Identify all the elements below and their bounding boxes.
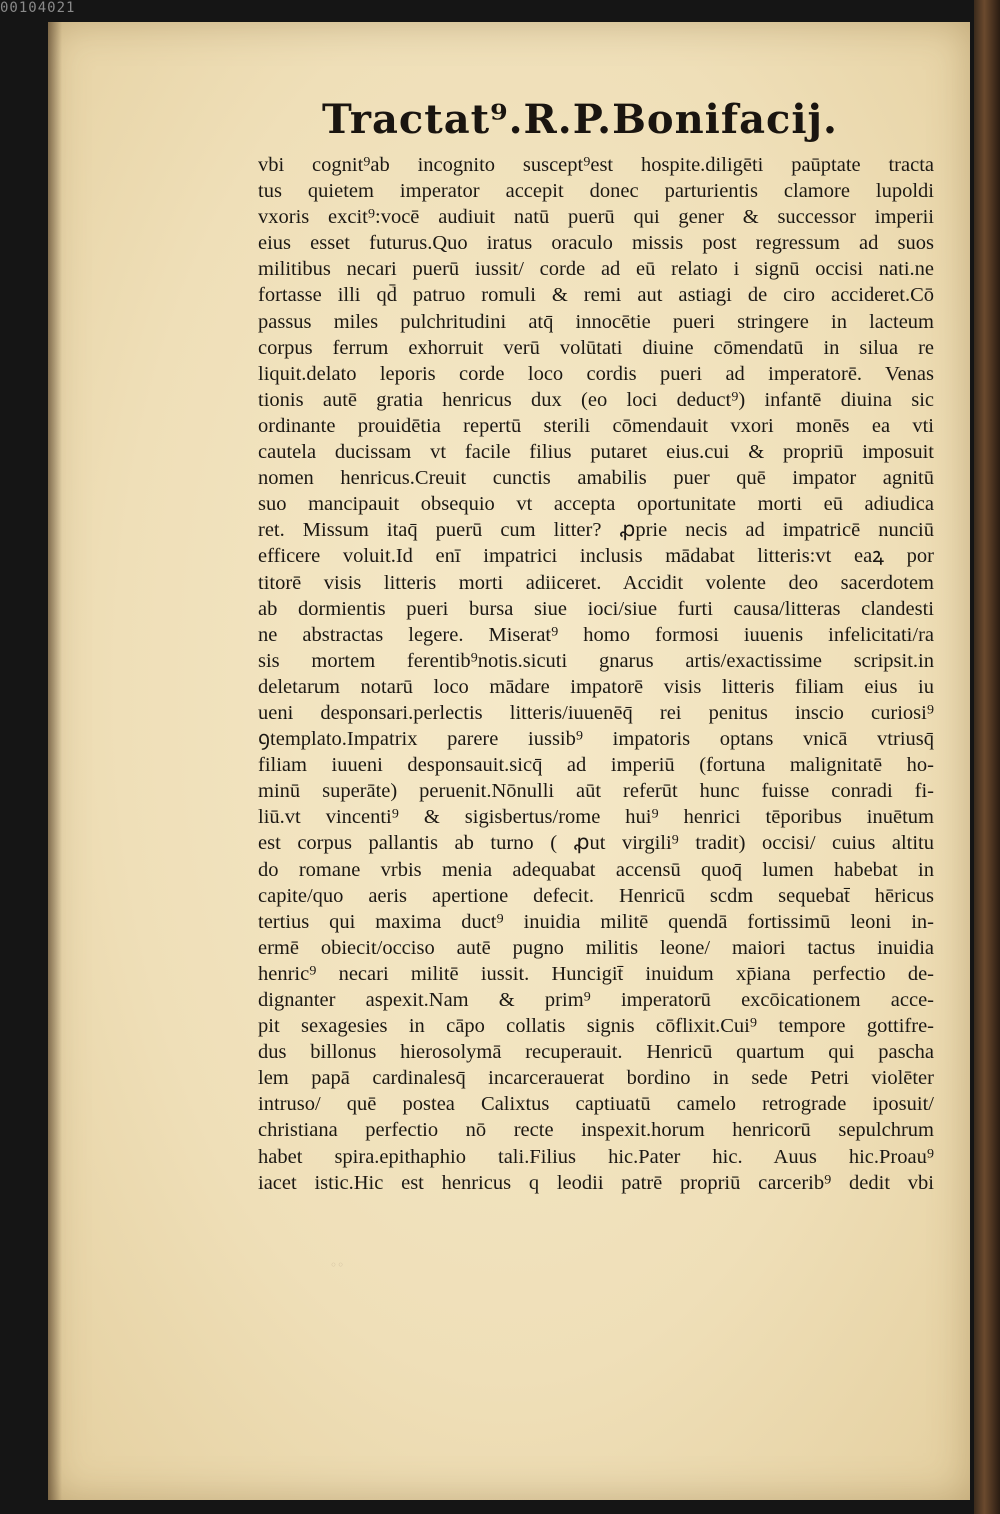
text-line: deletarum notarū loco mādare impatorē visis litteris filiam eius iu bbox=[258, 675, 934, 698]
page-text bbox=[258, 152, 934, 1196]
text-line: ꝯtemplato.Impatrix parere iussib⁹ impatoris optans vnicā vtriusq̄ bbox=[258, 728, 934, 751]
running-header: Tractat⁹.R.P.Bonifacij. bbox=[322, 96, 838, 143]
text-line: ordinante prouidētia repertū sterili cōmendauit vxori monēs ea vti bbox=[258, 414, 934, 437]
text-line: tertius qui maxima duct⁹ inuidia militē quendā fortissimū leoni in- bbox=[258, 910, 934, 933]
text-line: fortasse illi qd̄ patruo romuli & remi aut astiagi de ciro accideret.Cō bbox=[258, 284, 934, 307]
ink-bleed-mark: ◦◦ bbox=[330, 1258, 345, 1272]
text-line: militibus necari puerū iussit/ corde ad eū relato i signū occisi nati.ne bbox=[258, 258, 934, 281]
text-line: pit sexagesies in cāpo collatis signis cōflixit.Cui⁹ tempore gottifre- bbox=[258, 1015, 934, 1038]
text-line: vxoris excit⁹:vocē audiuit natū puerū qui gener & successor imperii bbox=[258, 206, 934, 229]
book-edge bbox=[974, 0, 1000, 1514]
text-line: lem papā cardinalesq̄ incarcerauerat bordino in sede Petri violēter bbox=[258, 1067, 934, 1090]
text-line: cautela ducissam vt facile filius putaret eius.cui & propriū imposuit bbox=[258, 441, 934, 464]
text-line: eius esset futurus.Quo iratus oraculo missis post regressum ad suos bbox=[258, 232, 934, 255]
text-line: tionis autē gratia henricus dux (eo loci deduct⁹) infantē diuina sic bbox=[258, 388, 934, 411]
text-line: ne abstractas legere. Miserat⁹ homo formosi iuuenis infelicitati/ra bbox=[258, 623, 934, 646]
text-line: tus quietem imperator accepit donec parturientis clamore lupoldi bbox=[258, 180, 934, 203]
text-line: sis mortem ferentib⁹notis.sicuti gnarus artis/exactissime scripsit.in bbox=[258, 649, 934, 672]
page-gutter-shadow bbox=[48, 22, 62, 1500]
text-line: iacet istic.Hic est henricus q leodii patrē propriū carcerib⁹ dedit vbi bbox=[258, 1171, 934, 1194]
text-line: est corpus pallantis ab turno ( ꝓut virgili⁹ tradit) occisi/ cuius altitu bbox=[258, 832, 934, 855]
text-line: liū.vt vincenti⁹ & sigisbertus/rome hui⁹ henrici tēporibus inuētum bbox=[258, 806, 934, 829]
scan-id-label: 00104021 bbox=[0, 0, 76, 16]
text-line: ab dormientis pueri bursa siue ioci/siue furti causa/litteras clandesti bbox=[258, 597, 934, 620]
text-line: minū superāte) peruenit.Nōnulli aūt referūt hunc fuisse conradi fi- bbox=[258, 780, 934, 803]
text-line: intruso/ quē postea Calixtus captiuatū camelo retrograde iposuit/ bbox=[258, 1093, 934, 1116]
text-line: henric⁹ necari militē iussit. Huncigit̄ inuidum xp̄iana perfectio de- bbox=[258, 962, 934, 985]
text-line: suo mancipauit obsequio vt accepta oportunitate morti eū adiudica bbox=[258, 493, 934, 516]
text-line: corpus ferrum exhorruit verū volūtati diuine cōmendatū in silua re bbox=[258, 336, 934, 359]
text-line: vbi cognit⁹ab incognito suscept⁹est hospite.diligēti paūptate tracta bbox=[258, 154, 934, 176]
text-line: dignanter aspexit.Nam & prim⁹ imperatorū excōicationem acce- bbox=[258, 989, 934, 1011]
text-line: nomen henricus.Creuit cunctis amabilis puer quē impator agnitū bbox=[258, 467, 934, 490]
text-line: ermē obiecit/occiso autē pugno militis leone/ maiori tactus inuidia bbox=[258, 936, 934, 959]
text-line: filiam iuueni desponsauit.sicq̄ ad imperiū (fortuna malignitatē ho- bbox=[258, 754, 934, 777]
text-line: ret. Missum itaq̄ puerū cum litter? ꝓprie necis ad impatricē nunciū bbox=[258, 519, 934, 542]
text-line: ueni desponsari.perlectis litteris/iuuenēq̄ rei penitus inscio curiosi⁹ bbox=[258, 701, 934, 724]
text-line: do romane vrbis menia adequabat accensū quoq̄ lumen habebat in bbox=[258, 858, 934, 881]
text-line: titorē visis litteris morti adiiceret. Accidit volente deo sacerdotem bbox=[258, 571, 934, 594]
text-line: habet spira.epithaphio tali.Filius hic.Pater hic. Auus hic.Proau⁹ bbox=[258, 1145, 934, 1168]
text-line: efficere voluit.Id enī impatrici inclusis mādabat litteris:vt eaꝝ por bbox=[258, 545, 934, 568]
text-line: christiana perfectio nō recte inspexit.horum henricorū sepulchrum bbox=[258, 1119, 934, 1142]
text-line: capite/quo aeris apertione defecit. Henricū scdm sequebat̄ hēricus bbox=[258, 884, 934, 907]
text-line: dus billonus hierosolymā recuperauit. Henricū quartum qui pascha bbox=[258, 1041, 934, 1064]
text-line: liquit.delato leporis corde loco cordis pueri ad imperatorē. Venas bbox=[258, 362, 934, 385]
text-line: passus miles pulchritudini atq̄ innocētie pueri stringere in lacteum bbox=[258, 310, 934, 333]
